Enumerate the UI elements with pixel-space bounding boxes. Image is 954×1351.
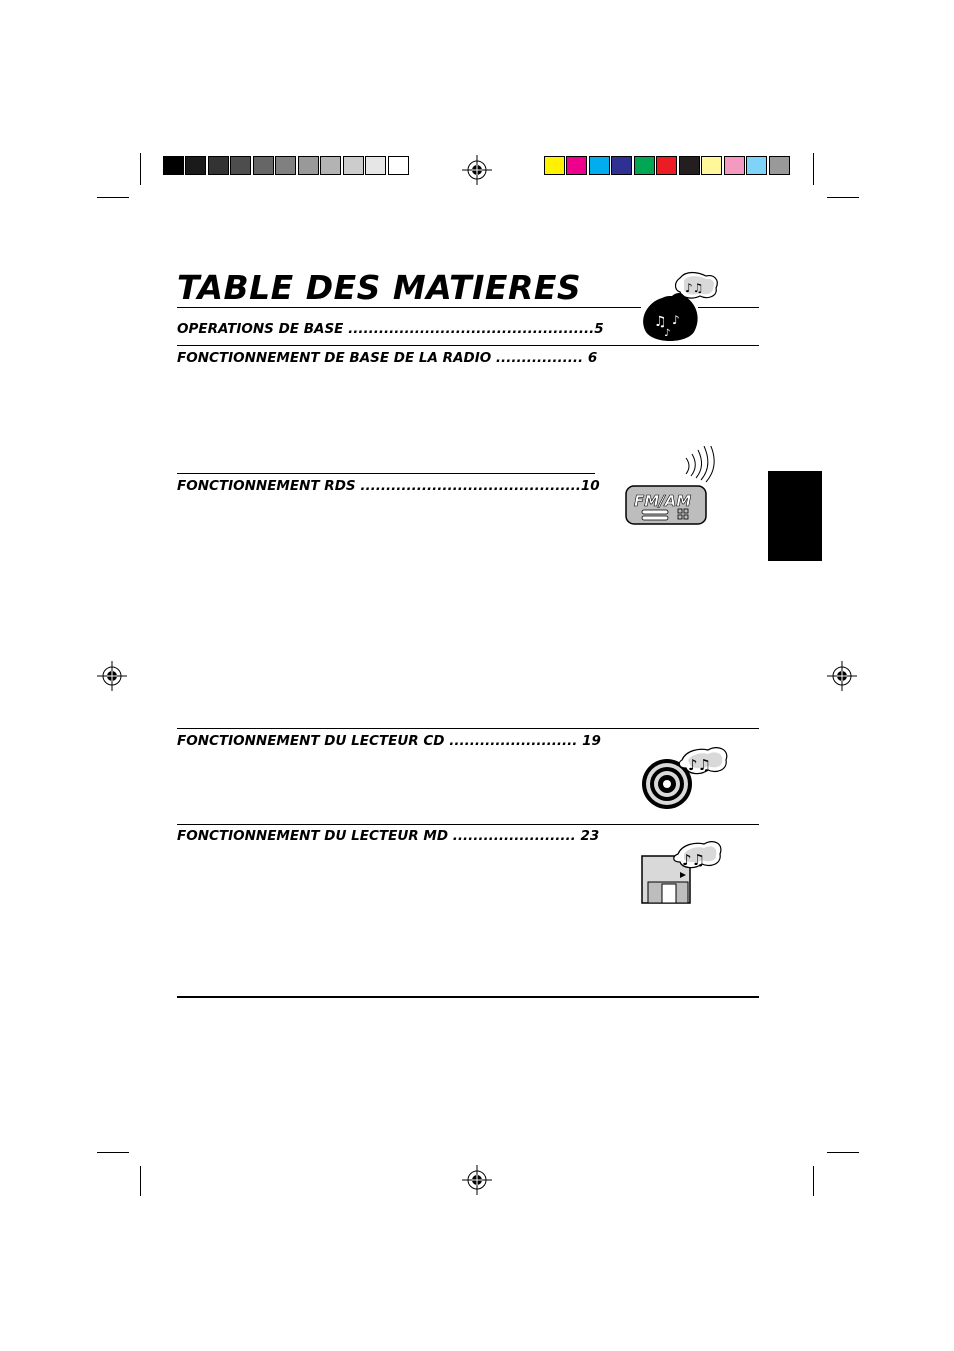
- svg-text:♪♫: ♪♫: [685, 281, 704, 295]
- gray-swatch: [230, 156, 251, 175]
- gray-swatch: [298, 156, 319, 175]
- entry-rule: [177, 345, 759, 346]
- color-swatch: [679, 156, 700, 175]
- svg-text:♪♫: ♪♫: [688, 756, 712, 774]
- color-swatch: [544, 156, 565, 175]
- registration-mark-top-icon: [462, 155, 492, 185]
- svg-text:♪: ♪: [664, 328, 671, 339]
- md-music-icon: [640, 838, 724, 906]
- svg-text:♫: ♫: [654, 314, 667, 330]
- toc-entry-lecteur-cd[interactable]: FONCTIONNEMENT DU LECTEUR CD ......................... 19: [177, 733, 601, 749]
- gray-swatch: [388, 156, 409, 175]
- bottom-rule: [177, 996, 759, 998]
- radio-fm-am-icon: [622, 446, 724, 528]
- page-title: TABLE DES MATIERES: [177, 268, 582, 307]
- entry-rule: [177, 728, 759, 729]
- gray-swatch: [208, 156, 229, 175]
- toc-entry-rds[interactable]: FONCTIONNEMENT RDS ...........................................10: [177, 478, 600, 494]
- entry-rule: [177, 824, 759, 825]
- section-tab: [768, 471, 822, 561]
- toc-entry-operations-de-base[interactable]: OPERATIONS DE BASE ................................................5: [177, 321, 604, 337]
- title-rule: [177, 307, 641, 308]
- color-swatch: [611, 156, 632, 175]
- gray-swatch: [163, 156, 184, 175]
- registration-mark-right-icon: [827, 661, 857, 691]
- svg-text:♪: ♪: [672, 313, 680, 327]
- music-bag-icon: [636, 270, 720, 346]
- gray-swatch: [365, 156, 386, 175]
- registration-mark-bottom-icon: [462, 1165, 492, 1195]
- registration-mark-left-icon: [97, 661, 127, 691]
- gray-swatch: [275, 156, 296, 175]
- color-swatch: [769, 156, 790, 175]
- color-swatch: [634, 156, 655, 175]
- gray-swatch: [253, 156, 274, 175]
- color-swatch: [566, 156, 587, 175]
- gray-swatch: [320, 156, 341, 175]
- color-swatch: [589, 156, 610, 175]
- gray-swatch: [185, 156, 206, 175]
- entry-rule: [177, 473, 595, 474]
- svg-text:♪♫: ♪♫: [682, 851, 706, 869]
- color-swatch: [724, 156, 745, 175]
- toc-entry-lecteur-md[interactable]: FONCTIONNEMENT DU LECTEUR MD ........................ 23: [177, 828, 600, 844]
- color-swatch: [656, 156, 677, 175]
- color-swatch: [701, 156, 722, 175]
- radio-icon-label: FM/AM: [634, 492, 692, 510]
- toc-entry-radio[interactable]: FONCTIONNEMENT DE BASE DE LA RADIO ................. 6: [177, 350, 598, 366]
- color-swatch: [746, 156, 767, 175]
- gray-swatch: [343, 156, 364, 175]
- cd-music-icon: [638, 740, 730, 812]
